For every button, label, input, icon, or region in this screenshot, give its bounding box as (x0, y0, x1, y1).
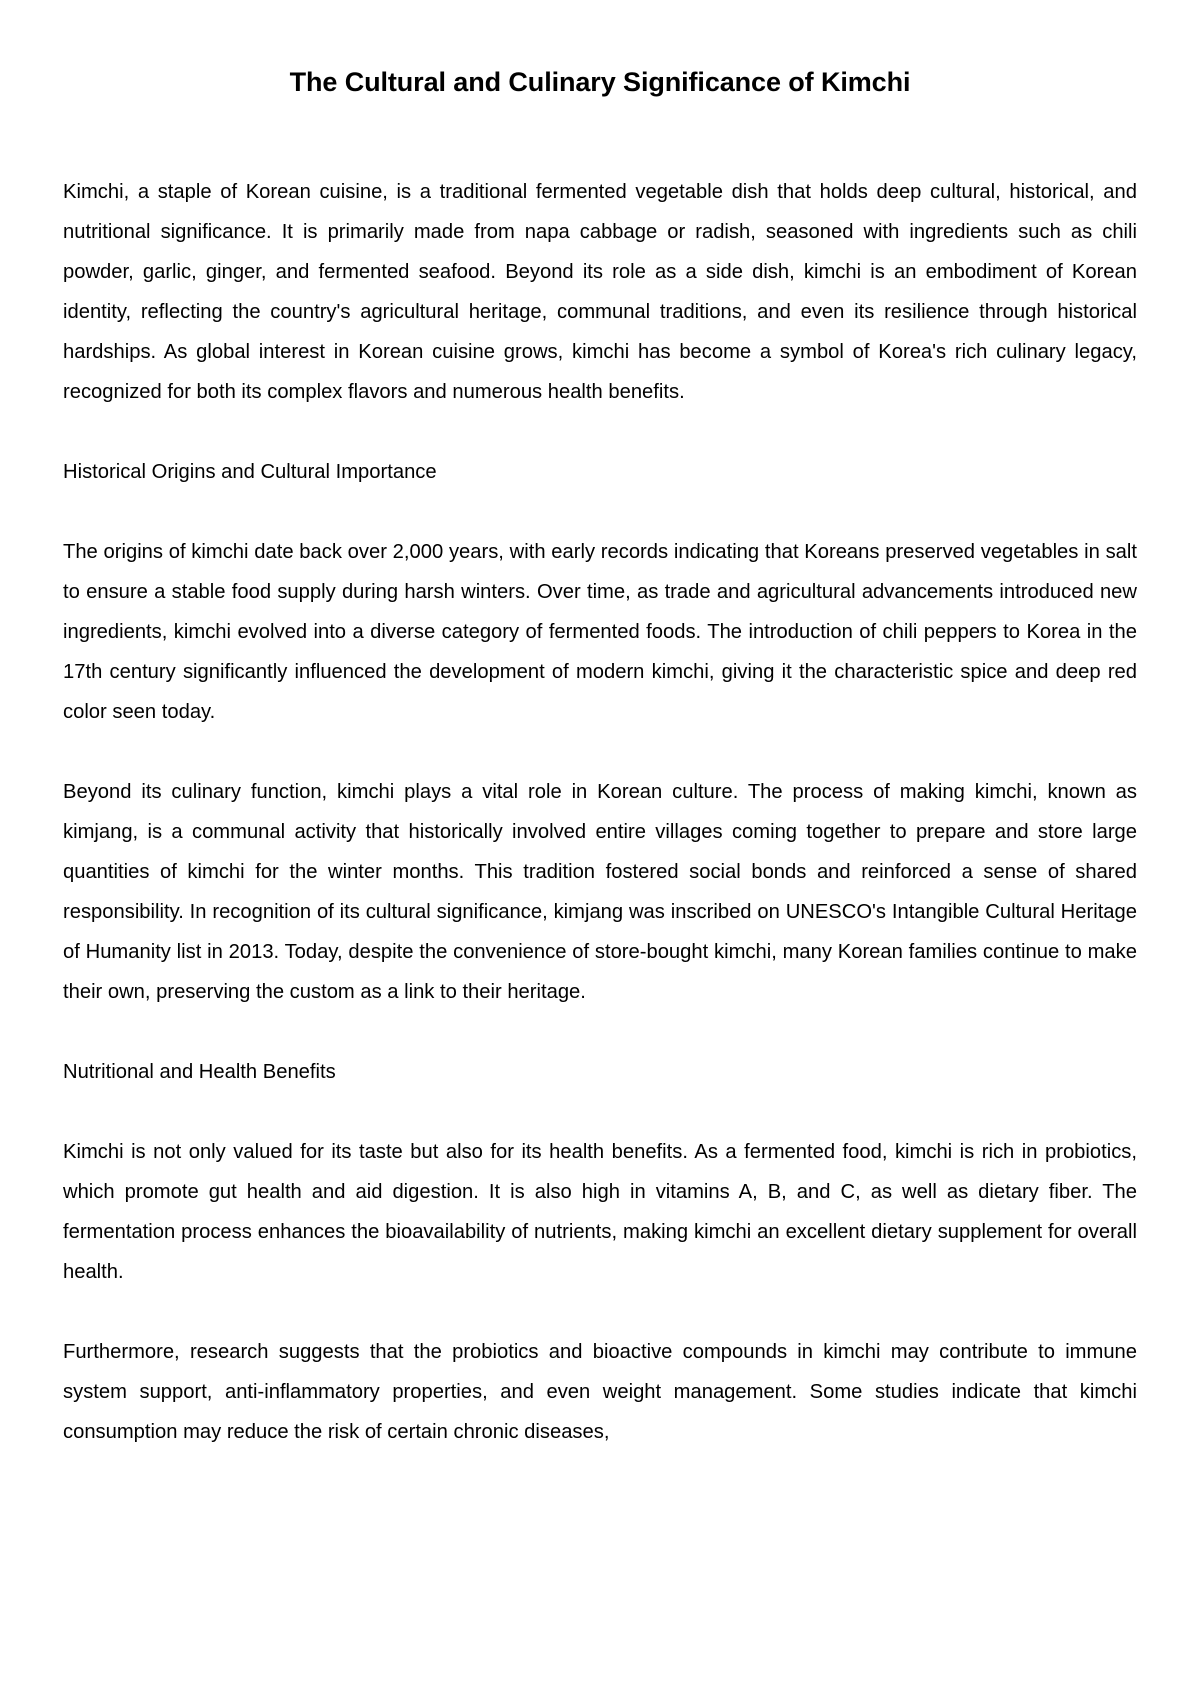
history-paragraph-1: The origins of kimchi date back over 2,000 years, with early records indicating that Koreans preserved vegetables in salt to ensure a stable food supply during harsh winters. Over time, as trade and agricultural advancements introduced new ingredients, kimchi evolved into a diverse category of fermented foods. The introduction of chili peppers to Korea in the 17th century significantly influenced the development of modern kimchi, giving it the characteristic spice and deep red color seen today. (63, 541, 1137, 723)
intro-paragraph: Kimchi, a staple of Korean cuisine, is a traditional fermented vegetable dish that holds deep cultural, historical, and nutritional significance. It is primarily made from napa cabbage or radish, seasoned with ingredients such as chili powder, garlic, ginger, and fermented seafood. Beyond its role as a side dish, kimchi is an embodiment of Korean identity, reflecting the country's agricultural heritage, communal traditions, and even its resilience through historical hardships. As global interest in Korean cuisine grows, kimchi has become a symbol of Korea's rich culinary legacy, recognized for both its complex flavors and numerous health benefits. (63, 181, 1137, 403)
document-title: The Cultural and Culinary Significance of Kimchi (289, 67, 911, 97)
section-heading-history: Historical Origins and Cultural Importance (63, 461, 437, 483)
document-body (63, 172, 1137, 1492)
nutrition-paragraph-1: Kimchi is not only valued for its taste but also for its health benefits. As a fermented food, kimchi is rich in probiotics, which promote gut health and aid digestion. It is also high in vitamins A, B, and C, as well as dietary fiber. The fermentation process enhances the bioavailability of nutrients, making kimchi an excellent dietary supplement for overall health. (63, 1141, 1137, 1283)
nutrition-paragraph-2: Furthermore, research suggests that the probiotics and bioactive compounds in kimchi may contribute to immune system support, anti-inflammatory properties, and even weight management. Some studies indicate that kimchi consumption may reduce the risk of certain chronic diseases, (63, 1341, 1137, 1443)
history-paragraph-2: Beyond its culinary function, kimchi plays a vital role in Korean culture. The process of making kimchi, known as kimjang, is a communal activity that historically involved entire villages coming together to prepare and store large quantities of kimchi for the winter months. This tradition fostered social bonds and reinforced a sense of shared responsibility. In recognition of its cultural significance, kimjang was inscribed on UNESCO's Intangible Cultural Heritage of Humanity list in 2013. Today, despite the convenience of store-bought kimchi, many Korean families continue to make their own, preserving the custom as a link to their heritage. (63, 781, 1137, 1003)
section-heading-nutrition: Nutritional and Health Benefits (63, 1061, 336, 1083)
